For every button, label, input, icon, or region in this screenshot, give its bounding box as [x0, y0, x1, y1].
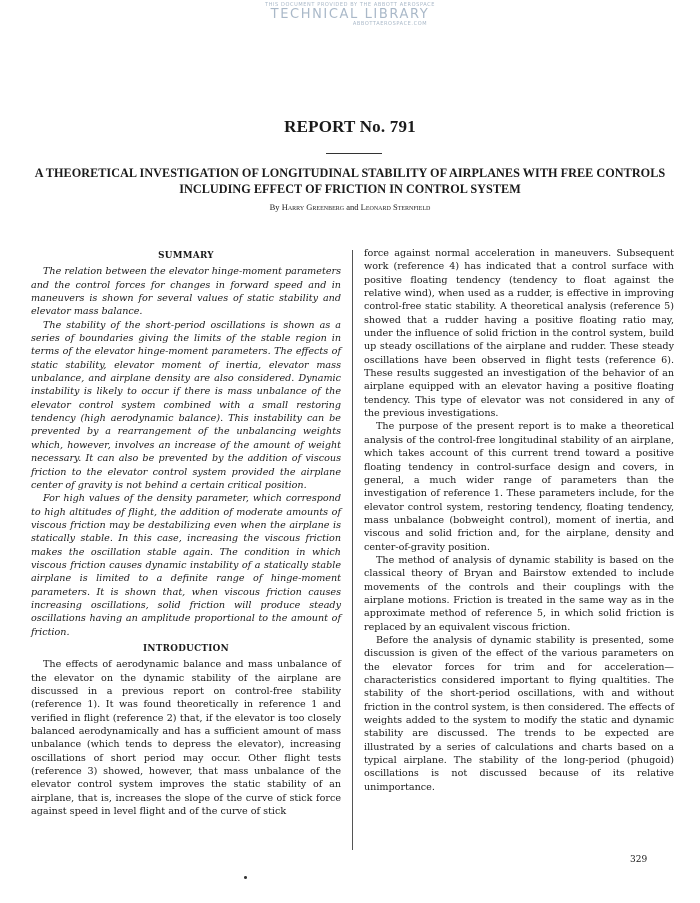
by-label: By — [269, 202, 280, 212]
paper-title: A THEORETICAL INVESTIGATION OF LONGITUDINAL STABILITY OF AIRPLANES WITH FREE CONTROLS INCLUDING EFFECT OF FRICTION IN CONTROL SYSTEM — [34, 166, 666, 196]
introduction-paragraph: Before the analysis of dynamic stability is presented, some discussion is given of the effect of the various parameters on the elevator forces for trim and for acceleration—characteristics considered important to flying qualtities. The stability of the short-period oscillations, with and without friction in the control system, is then considered. The effects of weights added to the system to modify the static and dynamic stability are discussed. The trends to be expected are illustrated by a series of calculations and charts based on a typical airplane. The stability of the long-period (phugoid) oscillations is not discussed because of its relative unimportance. — [364, 634, 674, 793]
scan-speck — [244, 876, 247, 879]
authors-line — [0, 202, 700, 212]
watermark — [0, 2, 700, 27]
title-divider — [326, 153, 382, 154]
introduction-paragraph: The effects of aerodynamic balance and mass unbalance of the elevator on the dynamic stability of the airplane are discussed in a previous report on control-free stability (reference 1). It was found theoretically in reference 1 and verified in flight (reference 2) that, if the elevator is too closely balanced aerodynamically and has a sufficient amount of mass unbalance (which tends to depress the elevator), increasing oscillations of short period may occur. Other flight tests (reference 3) showed, however, that mass unbalance of the elevator control system improves the static stability of an airplane, that is, increases the slope of the curve of stick force against speed in level flight and of the curve of stick — [31, 659, 341, 818]
introduction-paragraph: The method of analysis of dynamic stability is based on the classical theory of Bryan and Bairstow extended to include movements of the controls and their couplings with the airplane motions. Friction is treated in the same way as in the approximate method of reference 5, in which solid friction is replaced by an equivalent viscous friction. — [364, 554, 674, 633]
page-number: 329 — [630, 855, 648, 865]
summary-heading: SUMMARY — [158, 251, 214, 261]
left-column — [31, 250, 341, 818]
summary-paragraph: The stability of the short-period oscillations is shown as a series of boundaries giving the limits of the stable region in terms of the elevator hinge-moment parameters. The effects of static stability, elevator moment of inertia, elevator mass unbalance, and airplane density are also considered. Dynamic instability is likely to occur if there is mass unbalance of the elevator control system combined with a small restoring tendency (high aerodynamic balance). This instability can be prevented by a rearrangement of the unbalancing weights which, however, involves an increase of the amount of weight necessary. It can also be prevented by the addition of viscous friction to the elevator control system provided the airplane center of gravity is not behind a certain critical position. — [31, 319, 341, 491]
column-divider — [352, 250, 353, 850]
author-name: Harry Greenberg — [281, 202, 345, 212]
watermark-provider-text: THIS DOCUMENT PROVIDED BY THE ABBOTT AEROSPACE — [264, 2, 436, 8]
report-number: REPORT No. 791 — [284, 117, 416, 136]
watermark-library-title: TECHNICAL LIBRARY — [270, 7, 430, 22]
summary-paragraph: The relation between the elevator hinge-moment parameters and the control forces for changes in forward speed and in maneuvers is shown for several values of static stability and elevator mass balance. — [31, 266, 341, 318]
summary-paragraph: For high values of the density parameter, which correspond to high altitudes of flight, the addition of moderate amounts of viscous friction may be destabilizing even when the airplane is statically stable. In this case, increasing the viscous friction makes the oscillation stable again. The condition in which viscous friction causes dynamic instability of a statically stable airplane is limited to a definite range of hinge-moment parameters. It is shown that, when viscous friction causes increasing oscillations, solid friction will produce steady oscillations having an amplitude proportional to the amount of friction. — [31, 493, 341, 638]
introduction-paragraph: The purpose of the present report is to make a theoretical analysis of the control-free longitudinal stability of an airplane, which takes account of this current trend toward a positive floating tendency in control-surface design and covers, in general, a much wider range of parameters than the investigation of reference 1. These parameters include, for the elevator control system, restoring tendency, floating tendency, mass unbalance (bobweight control), moment of inertia, and viscous and solid friction and, for the airplane, density and center-of-gravity position. — [364, 421, 674, 553]
introduction-paragraph-continued: force against normal acceleration in maneuvers. Subsequent work (reference 4) has indicated that a control surface with positive floating tendency (tendency to float against the relative wind), when used as a rudder, is effective in improving control-free static stability. A theoretical analysis (reference 5) showed that a rudder having a positive floating ratio may, under the influence of solid friction in the control system, build up steady oscillations of the airplane and rudder. These steady oscillations have been observed in flight tests (reference 6). These results suggested an investigation of the behavior of an airplane equipped with an elevator having a positive floating tendency. This type of elevator was not considered in any of the previous investigations. — [364, 248, 674, 420]
watermark-url: ABBOTTAEROSPACE.COM — [352, 21, 428, 27]
right-column — [364, 247, 674, 794]
introduction-heading: INTRODUCTION — [143, 643, 229, 654]
and-label: and — [346, 202, 359, 212]
author-name: Leonard Sternfield — [360, 202, 431, 212]
